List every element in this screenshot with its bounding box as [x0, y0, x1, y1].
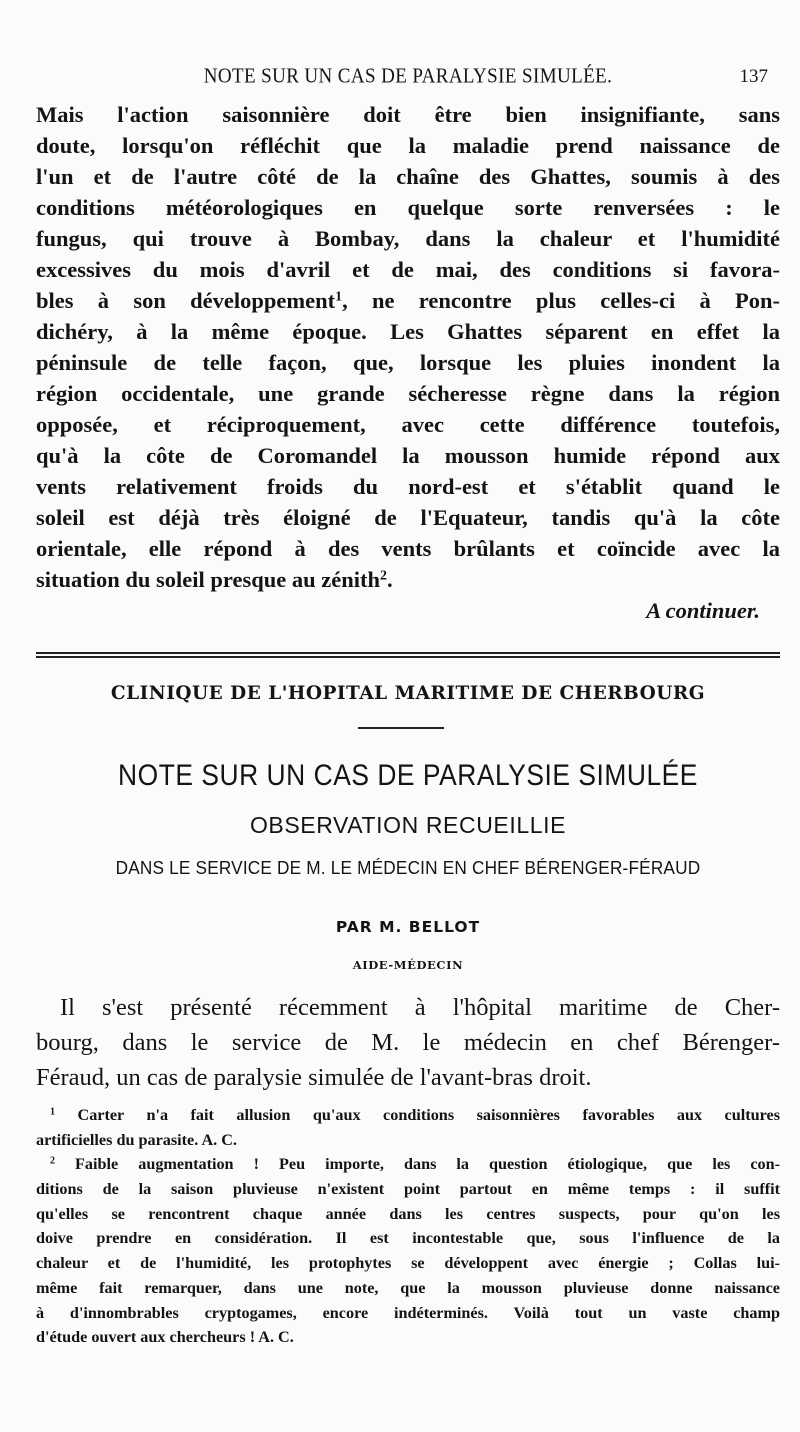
text-fragment: Carter n'a fait allusion qu'aux conditions saisonnières favorables aux cultures — [77, 1106, 781, 1124]
continued-article-text — [36, 99, 780, 626]
footnote-line: artificielles du parasite. A. C. — [36, 1130, 237, 1149]
intro-line: Il s'est présenté récemment à l'hôpital maritime de Cher- — [60, 994, 780, 1021]
text-line: doute, lorsqu'on réfléchit que la maladie prend naissance de — [36, 133, 780, 158]
section-heading: CLINIQUE DE L'HOPITAL MARITIME DE CHERBOURG — [110, 683, 706, 704]
text-line: qu'à la côte de Coromandel la mousson humide répond aux — [36, 443, 780, 468]
footnote-line: d'étude ouvert aux chercheurs ! A. C. — [36, 1328, 294, 1347]
text-line: région occidentale, une grande sécheresse règne dans la région — [36, 381, 780, 406]
text-line: orientale, elle répond à des vents brûlants et coïncide avec la — [36, 536, 780, 561]
text-line: excessives du mois d'avril et de mai, des conditions si favora- — [36, 257, 780, 282]
intro-line: Féraud, un cas de paralysie simulée de l'avant-bras droit. — [36, 1064, 592, 1091]
article-subtitle: OBSERVATION RECUEILLIE — [249, 812, 567, 838]
footnote-marker: 2 — [50, 1155, 56, 1167]
text-fragment: , ne rencontre plus celles-ci à Pon- — [342, 288, 781, 313]
text-line: l'un et de l'autre côté de la chaîne des Ghattes, soumis à des — [36, 164, 780, 189]
page-number: 137 — [739, 66, 768, 87]
to-be-continued: A continuer. — [646, 598, 760, 623]
footnote-line: même fait remarquer, dans une note, que la mousson pluvieuse donne naissance — [36, 1278, 780, 1297]
article-subtitle-service: DANS LE SERVICE DE M. LE MÉDECIN EN CHEF BÉRENGER-FÉRAUD — [115, 857, 701, 878]
text-fragment: . — [387, 567, 393, 592]
text-line: fungus, qui trouve à Bombay, dans la chaleur et l'humidité — [36, 226, 780, 251]
running-head — [36, 66, 780, 90]
text-line: Mais l'action saisonnière doit être bien insignifiante, sans — [36, 102, 780, 127]
text-line: vents relativement froids du nord-est et s'établit quand le — [36, 474, 780, 499]
footnotes — [36, 1103, 780, 1350]
footnote-marker: 1 — [50, 1106, 56, 1118]
running-head-title: NOTE SUR UN CAS DE PARALYSIE SIMULÉE. — [203, 64, 613, 88]
text-line: dichéry, à la même époque. Les Ghattes séparent en effet la — [36, 319, 780, 344]
article-title: NOTE SUR UN CAS DE PARALYSIE SIMULÉE — [118, 759, 698, 792]
text-fragment: situation du soleil presque au zénith — [36, 567, 381, 592]
footnote-ref: 1 — [335, 289, 343, 305]
text-line: soleil est déjà très éloigné de l'Equateur, tandis qu'à la côte — [36, 505, 780, 530]
article-byline: PAR M. BELLOT — [335, 918, 481, 936]
text-line: conditions météorologiques en quelque sorte renversées : le — [36, 195, 780, 220]
footnote-line: ditions de la saison pluvieuse n'existent point partout en même temps : il suffit — [36, 1180, 780, 1199]
text-line — [36, 564, 780, 595]
footnote-line: doive prendre en considération. Il est incontestable que, sous l'influence de la — [36, 1229, 780, 1248]
short-divider — [358, 727, 444, 729]
footnote-line: à d'innombrables cryptogames, encore indéterminés. Voilà tout un vaste champ — [36, 1303, 780, 1322]
text-fragment: bles à son développement — [36, 288, 336, 313]
text-line: opposée, et réciproquement, avec cette différence toutefois, — [36, 412, 780, 437]
text-line: péninsule de telle façon, que, lorsque les pluies inondent la — [36, 350, 780, 375]
text-line — [36, 285, 780, 316]
footnote-line: qu'elles se rencontrent chaque année dans les centres suspects, pour qu'on les — [36, 1204, 780, 1223]
footnote-line: chaleur et de l'humidité, les protophytes se développent avec énergie ; Collas lui- — [36, 1254, 780, 1273]
footnote-line — [36, 1152, 780, 1177]
footnote-line — [36, 1103, 780, 1128]
article-intro — [36, 990, 780, 1095]
intro-line: bourg, dans le service de M. le médecin en chef Bérenger- — [36, 1029, 780, 1056]
text-fragment: Faible augmentation ! Peu importe, dans la question étiologique, que les con- — [75, 1155, 781, 1174]
author-role: AIDE-MÉDECIN — [352, 958, 464, 972]
footnote-ref: 2 — [380, 568, 387, 584]
